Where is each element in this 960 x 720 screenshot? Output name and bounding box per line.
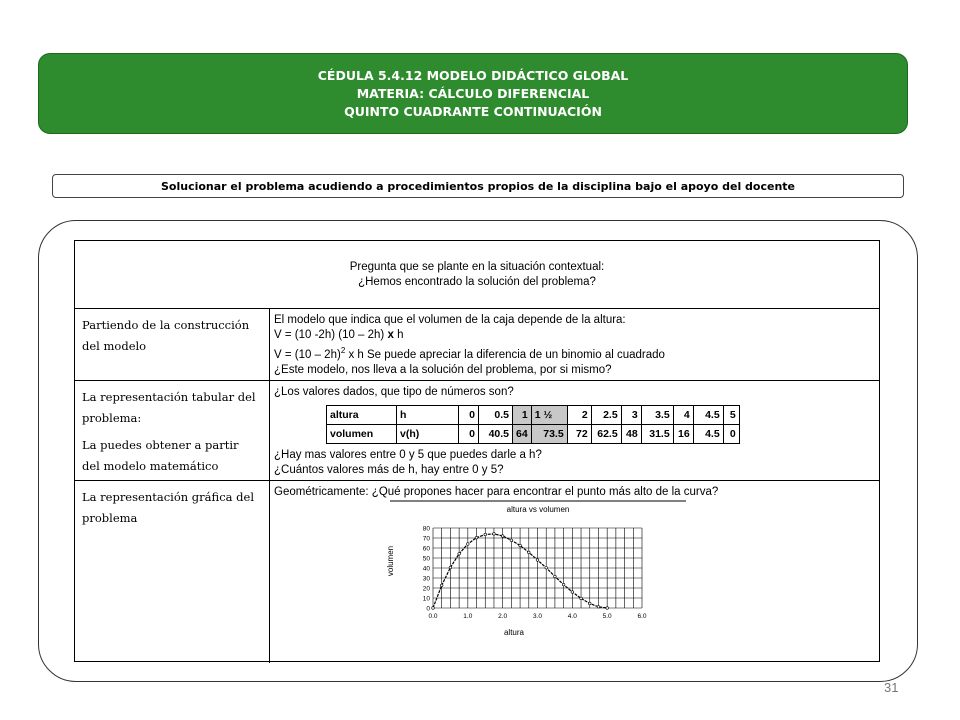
table-cell: 2.5 (591, 406, 621, 425)
tabular-row (75, 381, 879, 481)
table-cell: 2 (567, 406, 591, 425)
table-cell: 1 ½ (531, 406, 567, 425)
data-point (467, 543, 470, 546)
altura-volumen-chart (386, 501, 690, 641)
x-tick-label: 6.0 (637, 613, 647, 620)
instruction-bar (52, 174, 904, 198)
model-label-line1: Partiendo de la construcción (82, 318, 250, 332)
content-table (74, 240, 880, 662)
table-cell: h (397, 406, 459, 425)
y-tick-label: 50 (422, 555, 430, 563)
x-tick-label: 1.0 (463, 613, 473, 620)
page-number: 31 (884, 680, 899, 695)
y-tick-label: 80 (422, 525, 430, 533)
x-tick-label: 2.0 (498, 613, 508, 620)
model-line2-c: h (393, 329, 404, 341)
y-axis-label: volumen (386, 545, 395, 577)
table-cell: altura (327, 406, 397, 425)
model-line2-a: V = (10 -2h) (10 – 2h) (274, 329, 388, 341)
graphic-prompt: Geométricamente: ¿Qué propones hacer para encontrar el punto más alto de la curva? (274, 486, 719, 498)
table-cell: 3 (621, 406, 641, 425)
chart-title: altura vs volumen (506, 505, 570, 514)
x-tick-labels (428, 613, 646, 620)
data-point (493, 533, 496, 536)
graphic-label-line2: problema (82, 511, 138, 525)
model-line3-a: V = (10 – 2h) (274, 348, 341, 361)
y-tick-labels (423, 526, 431, 613)
model-line2 (274, 328, 875, 343)
y-tick-label: 60 (422, 545, 430, 553)
table-cell: 64 (513, 425, 532, 444)
data-point (440, 584, 443, 587)
model-line1: El modelo que indica que el volumen de la caja depende de la altura: (274, 314, 626, 326)
x-tick-label: 4.0 (567, 613, 577, 620)
x-tick-label: 0.0 (428, 613, 438, 620)
model-label-line2: del modelo (82, 339, 147, 353)
data-point (580, 597, 583, 600)
x-axis-label: altura (503, 628, 525, 637)
table-cell: 72 (567, 425, 591, 444)
header-title-line1: CÉDULA 5.4.12 MODELO DIDÁCTICO GLOBAL (317, 67, 629, 83)
model-line4: ¿Este modelo, nos lleva a la solución del problema, por si mismo? (274, 363, 612, 376)
table-cell: v(h) (397, 425, 459, 444)
table-cell: 62.5 (591, 425, 621, 444)
graphic-label (75, 481, 270, 663)
graphic-content (270, 481, 879, 663)
data-point (588, 602, 591, 605)
data-point (501, 535, 504, 538)
table-row (327, 425, 740, 444)
instruction-text: Solucionar el problema acudiendo a procedimientos propios de la disciplina bajo el apoyo del docente (160, 179, 796, 193)
data-point (519, 544, 522, 547)
data-point (449, 566, 452, 569)
data-point (484, 533, 487, 536)
model-content (270, 309, 879, 380)
y-tick-label: 30 (422, 575, 430, 583)
model-label (75, 309, 270, 380)
y-tick-label: 0 (426, 605, 430, 613)
question-line2: ¿Hemos encontrado la solución del problema? (358, 275, 596, 288)
table-cell: 31.5 (641, 425, 673, 444)
model-line3-b: x h Se puede apreciar la diferencia de un binomio al cuadrado (345, 348, 665, 361)
x-tick-label: 3.0 (532, 613, 543, 620)
tabular-label-line3: La puedes obtener a partir (82, 438, 239, 452)
question-row (75, 241, 879, 309)
data-point (510, 539, 513, 542)
graphic-row (75, 481, 879, 663)
table-row (327, 406, 740, 425)
tabular-question2: ¿Hay mas valores entre 0 y 5 que puedes darle a h? (274, 449, 542, 461)
tabular-question1: ¿Los valores dados, que tipo de números son? (274, 386, 514, 398)
table-cell: 4.5 (693, 425, 723, 444)
table-cell: 73.5 (531, 425, 567, 444)
table-cell: 4.5 (693, 406, 723, 425)
data-point (527, 551, 530, 554)
tabular-label (75, 381, 270, 480)
values-table (326, 405, 740, 444)
chart-grid (433, 528, 642, 608)
data-point (562, 583, 565, 586)
y-tick-label: 10 (422, 595, 430, 603)
question-line1: Pregunta que se plante en la situación contextual: (349, 260, 605, 273)
data-point (458, 553, 461, 556)
tabular-label-line2: problema: (82, 411, 142, 425)
model-line3 (274, 343, 875, 363)
table-cell: 16 (673, 425, 693, 444)
header-banner (38, 53, 908, 134)
tabular-label-line1: La representación tabular del (82, 390, 256, 404)
tabular-question3: ¿Cuántos valores más de h, hay entre 0 y 5? (274, 464, 504, 476)
table-cell: 5 (723, 406, 739, 425)
graphic-label-line1: La representación gráfica del (82, 490, 254, 504)
data-point (432, 607, 435, 610)
data-point (606, 607, 609, 610)
model-row (75, 309, 879, 381)
data-point (545, 567, 548, 570)
tabular-label-line4: del modelo matemático (82, 459, 219, 473)
tabular-followup (274, 448, 542, 478)
table-cell: 48 (621, 425, 641, 444)
table-cell: 0 (459, 406, 479, 425)
header-title-line2: MATERIA: CÁLCULO DIFERENCIAL (356, 85, 590, 101)
model-line2-b: x (387, 329, 394, 341)
x-tick-label: 5.0 (602, 613, 612, 620)
y-tick-label: 20 (422, 585, 430, 593)
data-point (571, 591, 574, 594)
data-point (554, 575, 557, 578)
header-title-line3: QUINTO CUADRANTE CONTINUACIÓN (344, 103, 602, 119)
y-tick-label: 70 (422, 535, 430, 543)
table-cell: 0.5 (479, 406, 513, 425)
data-point (536, 559, 539, 562)
table-cell: 0 (723, 425, 739, 444)
table-cell: 40.5 (479, 425, 513, 444)
model-line3-sup: 2 (340, 346, 346, 355)
table-cell: volumen (327, 425, 397, 444)
data-point (597, 606, 600, 609)
table-cell: 1 (513, 406, 532, 425)
table-cell: 4 (673, 406, 693, 425)
y-tick-label: 40 (422, 565, 430, 573)
table-cell: 3.5 (641, 406, 673, 425)
table-cell: 0 (459, 425, 479, 444)
tabular-content (270, 381, 879, 480)
data-point (475, 536, 478, 539)
